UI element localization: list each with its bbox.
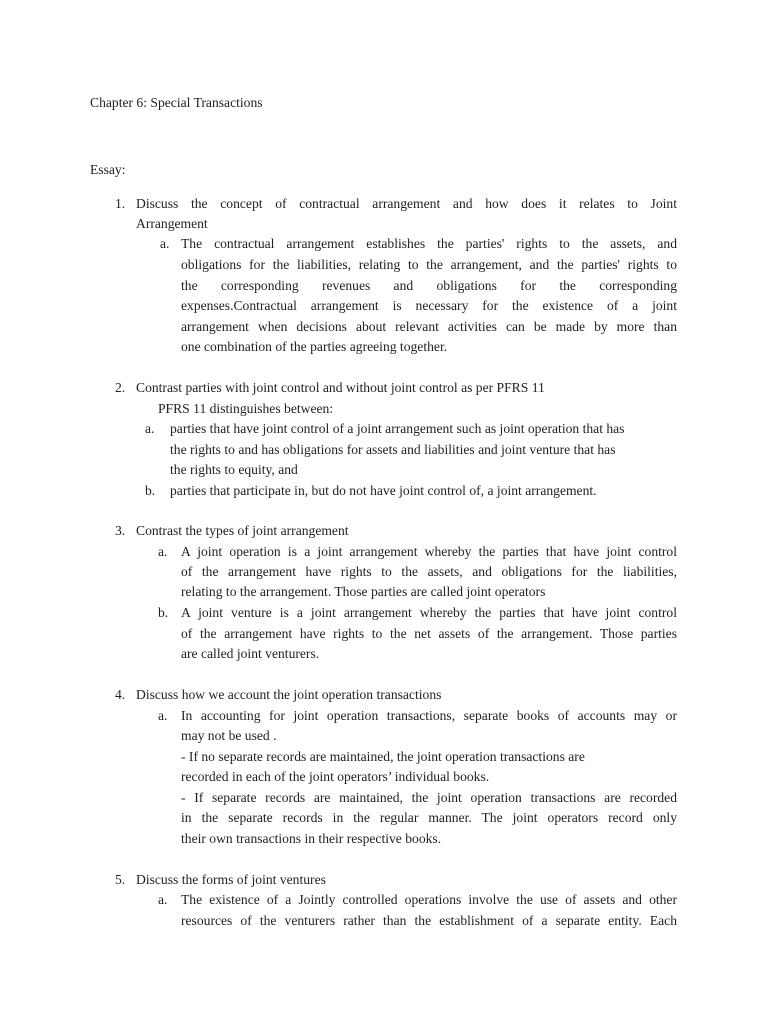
question-1-answer-a-line: obligations for the liabilities, relating to the arrangement, and the parties' rights to xyxy=(181,257,677,272)
question-3-answer-a-line: of the arrangement have rights to the assets, and obligations for the liabilities, xyxy=(181,564,677,579)
question-3-answer-a-marker: a. xyxy=(158,544,168,559)
question-3-number: 3. xyxy=(115,523,126,538)
question-2-number: 2. xyxy=(115,380,126,395)
question-2-answer-a-line: parties that have joint control of a joint arrangement such as joint operation that has xyxy=(170,421,625,436)
question-3-answer-a-line: relating to the arrangement. Those parties are called joint operators xyxy=(181,584,546,599)
question-1-answer-a-line: expenses.Contractual arrangement is necessary for the existence of a joint xyxy=(181,298,677,313)
question-2-answer-a-line: the rights to and has obligations for assets and liabilities and joint venture that has xyxy=(170,442,616,457)
question-2-answer-a-marker: a. xyxy=(145,421,155,436)
question-5-answer-a-marker: a. xyxy=(158,892,168,907)
question-3-answer-b-line: A joint venture is a joint arrangement whereby the parties that have joint control xyxy=(181,605,677,620)
question-3-text: Contrast the types of joint arrangement xyxy=(136,523,349,538)
question-1-text: Discuss the concept of contractual arrangement and how does it relates to Joint xyxy=(136,196,677,211)
question-4-answer-a-line: may not be used . xyxy=(181,728,277,743)
question-1-number: 1. xyxy=(115,196,126,211)
question-4-number: 4. xyxy=(115,687,126,702)
question-1-answer-a-line: arrangement when decisions about relevant activities can be made by more than xyxy=(181,319,677,334)
question-4-answer-a-line: in the separate records in the regular manner. The joint operators record only xyxy=(181,810,677,825)
question-4-answer-a-line: - If no separate records are maintained, the joint operation transactions are xyxy=(181,749,585,764)
question-2-intro: PFRS 11 distinguishes between: xyxy=(158,401,334,416)
question-1-answer-a-line: The contractual arrangement establishes the parties' rights to the assets, and xyxy=(181,236,677,251)
question-4-text: Discuss how we account the joint operation transactions xyxy=(136,687,442,702)
question-1-answer-a-line: the corresponding revenues and obligations for the corresponding xyxy=(181,278,677,293)
question-4-answer-a-marker: a. xyxy=(158,708,168,723)
question-5-number: 5. xyxy=(115,872,126,887)
question-5-answer-a-line: resources of the venturers rather than the establishment of a separate entity. Each xyxy=(181,913,677,928)
question-3-answer-a-line: A joint operation is a joint arrangement whereby the parties that have joint control xyxy=(181,544,677,559)
question-5-text: Discuss the forms of joint ventures xyxy=(136,872,326,887)
question-2-answer-a-line: the rights to equity, and xyxy=(170,462,298,477)
question-3-answer-b-line: are called joint venturers. xyxy=(181,646,320,661)
question-5-answer-a-line: The existence of a Jointly controlled operations involve the use of assets and other xyxy=(181,892,677,907)
question-1-answer-a-marker: a. xyxy=(160,236,170,251)
question-2-answer-b-line: parties that participate in, but do not have joint control of, a joint arrangement. xyxy=(170,483,597,498)
question-1-answer-a-line: one combination of the parties agreeing together. xyxy=(181,339,448,354)
question-3-answer-b-line: of the arrangement have rights to the net assets of the arrangement. Those parties xyxy=(181,626,677,641)
question-2-answer-b-marker: b. xyxy=(145,483,156,498)
question-4-answer-a-line: recorded in each of the joint operators’ individual books. xyxy=(181,769,490,784)
question-4-answer-a-line: - If separate records are maintained, the joint operation transactions are recorded xyxy=(181,790,677,805)
chapter-title: Chapter 6: Special Transactions xyxy=(90,95,263,110)
section-label: Essay: xyxy=(90,162,126,177)
question-1-text-cont: Arrangement xyxy=(136,216,208,231)
question-4-answer-a-line: their own transactions in their respective books. xyxy=(181,831,442,846)
question-2-text: Contrast parties with joint control and without joint control as per PFRS 11 xyxy=(136,380,545,395)
question-4-answer-a-line: In accounting for joint operation transactions, separate books of accounts may or xyxy=(181,708,677,723)
question-3-answer-b-marker: b. xyxy=(158,605,169,620)
